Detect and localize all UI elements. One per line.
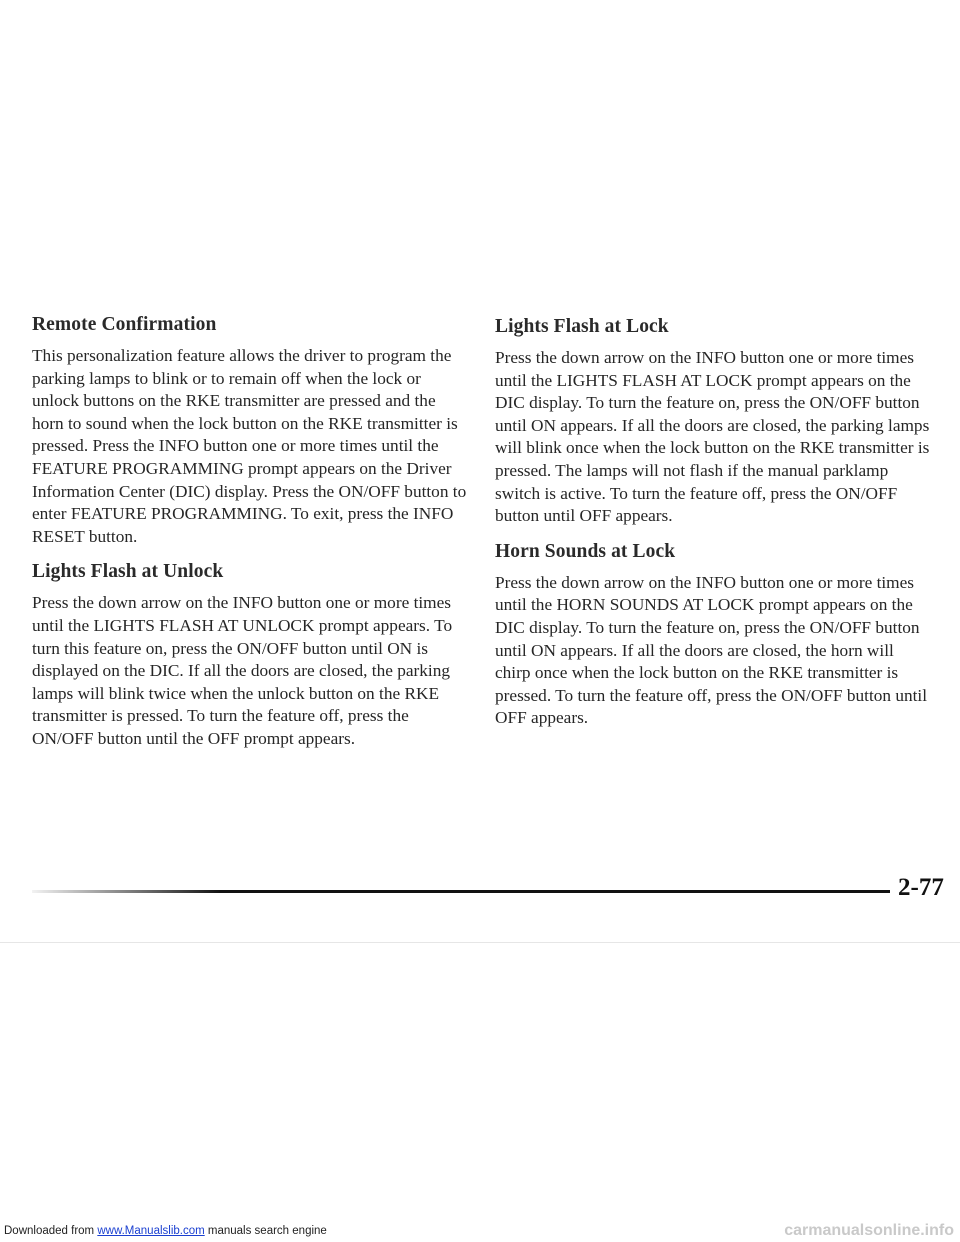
- site-watermark: carmanualsonline.info: [784, 1222, 954, 1239]
- section-heading-horn-sounds-at-lock: Horn Sounds at Lock: [495, 540, 676, 562]
- right-column: [495, 310, 930, 743]
- section-heading-lights-flash-at-unlock: Lights Flash at Unlock: [32, 561, 224, 583]
- manualslib-link[interactable]: www.Manualslib.com: [97, 1225, 205, 1237]
- left-column: [32, 310, 467, 764]
- footer-prefix: Downloaded from: [4, 1225, 98, 1237]
- section-heading-remote-confirmation: Remote Confirmation: [32, 314, 217, 335]
- page-number: 2-77: [898, 874, 944, 901]
- scan-edge-divider: [0, 942, 960, 943]
- download-footer: [4, 1225, 327, 1237]
- section-body-horn-sounds-at-lock: Press the down arrow on the INFO button one or more times until the HORN SOUNDS AT LOCK prompt appears on the DIC display. To turn the feature on, press the ON/OFF button until ON appears. If all the doors are closed, the horn will chirp once when the lock button on the RKE transmitter is pressed. To turn the feature off, press the ON/OFF button until OFF appears.: [495, 572, 928, 728]
- footer-suffix: manuals search engine: [204, 1225, 327, 1237]
- section-body-lights-flash-at-unlock: Press the down arrow on the INFO button one or more times until the LIGHTS FLASH AT UNLOCK prompt appears. To turn this feature on, press the ON/OFF button until ON is displayed on the DIC. If all the doors are closed, the parking lamps will blink twice when the unlock button on the RKE transmitter is pressed. To turn the feature off, press the ON/OFF button until the OFF prompt appears.: [32, 593, 453, 748]
- page-footer-rule: [32, 890, 890, 893]
- section-body-lights-flash-at-lock: Press the down arrow on the INFO button one or more times until the LIGHTS FLASH AT LOCK prompt appears on the DIC display. To turn the feature on, press the ON/OFF button until ON appears. If all the doors are closed, the parking lamps will blink once when the lock button on the RKE transmitter is pressed. The lamps will not flash if the manual parklamp switch is active. To turn the feature off, press the ON/OFF button until OFF appears.: [495, 348, 930, 526]
- section-body-remote-confirmation: This personalization feature allows the driver to program the parking lamps to blink or to remain off when the lock or unlock buttons on the RKE transmitter are pressed and the horn to sound when the lock button on the RKE transmitter is pressed. Press the INFO button one or more times until the FEATURE PROGRAMMING prompt appears on the Driver Information Center (DIC) display. Press the ON/OFF button to enter FEATURE PROGRAMMING. To exit, press the INFO RESET button.: [32, 346, 467, 546]
- section-heading-lights-flash-at-lock: Lights Flash at Lock: [495, 316, 669, 337]
